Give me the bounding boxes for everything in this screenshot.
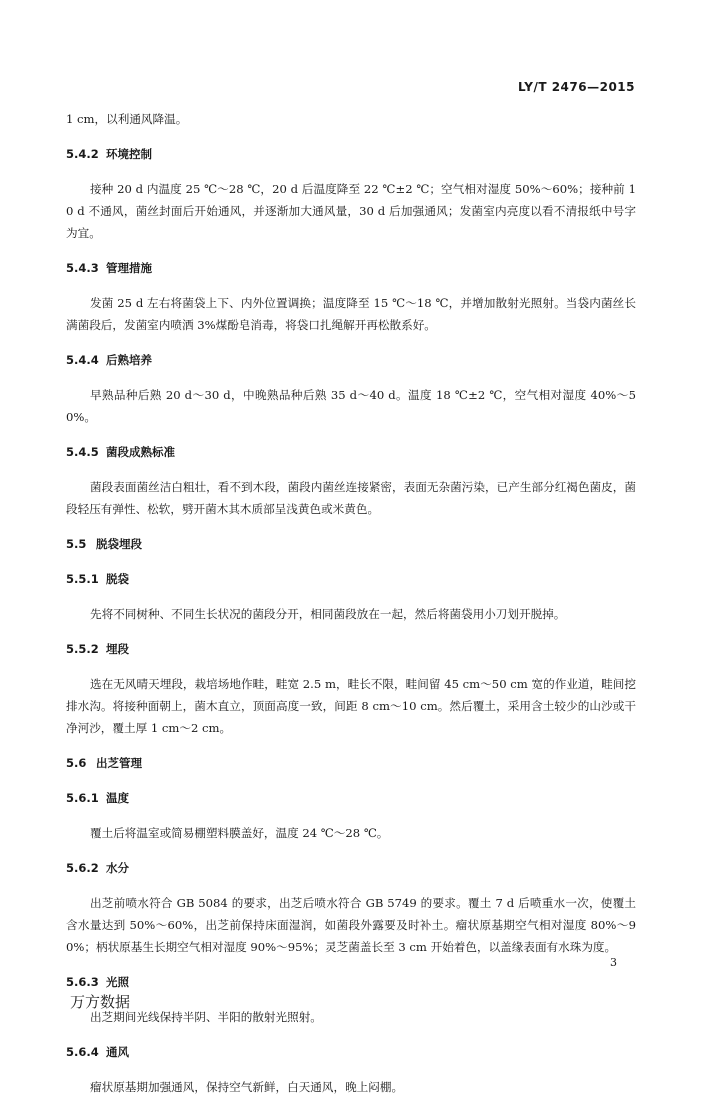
section-heading — [66, 441, 636, 463]
section-number: 5.6 — [66, 756, 87, 770]
section-number: 5.6.2 — [66, 861, 99, 875]
body-paragraph: 早熟品种后熟 20 d～30 d，中晚熟品种后熟 35 d～40 d。温度 18 ℃±2 ℃，空气相对湿度 40%～50%。 — [66, 388, 636, 424]
section-title: 管理措施 — [106, 261, 152, 275]
body-paragraph: 菌段表面菌丝洁白粗壮，看不到木段，菌段内菌丝连接紧密，表面无杂菌污染，已产生部分红褐色菌皮，菌段轻压有弹性、松软，劈开菌木其木质部呈浅黄色或米黄色。 — [66, 480, 636, 516]
section-heading — [66, 568, 636, 590]
body-paragraph: 先将不同树种、不同生长状况的菌段分开，相同菌段放在一起，然后将菌袋用小刀划开脱掉。 — [90, 607, 566, 621]
section-heading — [66, 257, 636, 279]
standard-code: LY/T 2476—2015 — [517, 80, 635, 94]
section-heading — [66, 143, 636, 165]
section-number: 5.6.1 — [66, 791, 99, 805]
section-number: 5.6.4 — [66, 1045, 99, 1059]
body-paragraph: 1 cm，以利通风降温。 — [66, 112, 188, 126]
footer-watermark-text: 万方数据 — [70, 993, 131, 1011]
section-title: 菌段成熟标准 — [106, 445, 175, 459]
body-paragraph: 出芝期间光线保持半阴、半阳的散射光照射。 — [90, 1010, 322, 1024]
section-heading — [66, 638, 636, 660]
body-paragraph: 接种 20 d 内温度 25 ℃～28 ℃，20 d 后温度降至 22 ℃±2 ℃；空气相对湿度 50%～60%；接种前 10 d 不通风，菌丝封面后开始通风，并逐渐加大通风量，30 d 后加强通风；发菌室内亮度以看不清报纸中号字为宜。 — [66, 182, 636, 240]
body-paragraph: 覆土后将温室或简易棚塑料膜盖好，温度 24 ℃～28 ℃。 — [90, 826, 389, 840]
section-title: 后熟培养 — [106, 353, 152, 367]
section-title: 环境控制 — [106, 147, 152, 161]
body-paragraph: 发菌 25 d 左右将菌袋上下、内外位置调换；温度降至 15 ℃～18 ℃，并增加散射光照射。当袋内菌丝长满菌段后，发菌室内喷洒 3%煤酚皂消毒，将袋口扎绳解开再松散系好。 — [66, 296, 636, 332]
section-number: 5.5.2 — [66, 642, 99, 656]
section-title: 水分 — [106, 861, 129, 875]
section-title: 埋段 — [106, 642, 129, 656]
body-paragraph: 出芝前喷水符合 GB 5084 的要求，出芝后喷水符合 GB 5749 的要求。覆土 7 d 后喷重水一次，使覆土含水量达到 50%～60%，出芝前保持床面湿润，如菌段外露要及时补土。瘤状原基期空气相对湿度 80%～90%；柄状原基生长期空气相对湿度 90%～95%；灵芝菌盖长至 3 cm 开始着色，以盖缘表面有水珠为度。 — [66, 896, 636, 954]
section-heading — [66, 752, 636, 774]
body-paragraph: 选在无风晴天埋段，栽培场地作畦，畦宽 2.5 m，畦长不限，畦间留 45 cm～50 cm 宽的作业道，畦间挖排水沟。将接种面朝上，菌木直立，顶面高度一致，间距 8 cm～10 cm。然后覆土，采用含土较少的山沙或干净河沙，覆土厚 1 cm～2 cm。 — [66, 677, 636, 735]
section-title: 通风 — [106, 1045, 129, 1059]
section-heading — [66, 971, 636, 993]
section-title: 出芝管理 — [96, 756, 142, 770]
section-heading — [66, 1041, 636, 1063]
section-number: 5.4.2 — [66, 147, 99, 161]
body-paragraph: 瘤状原基期加强通风，保持空气新鲜，白天通风，晚上闷棚。 — [90, 1080, 404, 1094]
section-heading — [66, 349, 636, 371]
section-number: 5.4.4 — [66, 353, 99, 367]
section-number: 5.5 — [66, 537, 87, 551]
page-number: 3 — [610, 956, 617, 969]
document-body — [66, 108, 636, 1098]
section-heading — [66, 533, 636, 555]
section-heading — [66, 787, 636, 809]
section-title: 脱袋埋段 — [96, 537, 142, 551]
section-number: 5.6.3 — [66, 975, 99, 989]
section-title: 脱袋 — [106, 572, 129, 586]
section-number: 5.5.1 — [66, 572, 99, 586]
section-title: 光照 — [106, 975, 129, 989]
section-heading — [66, 857, 636, 879]
section-title: 温度 — [106, 791, 129, 805]
section-number: 5.4.3 — [66, 261, 99, 275]
section-number: 5.4.5 — [66, 445, 99, 459]
